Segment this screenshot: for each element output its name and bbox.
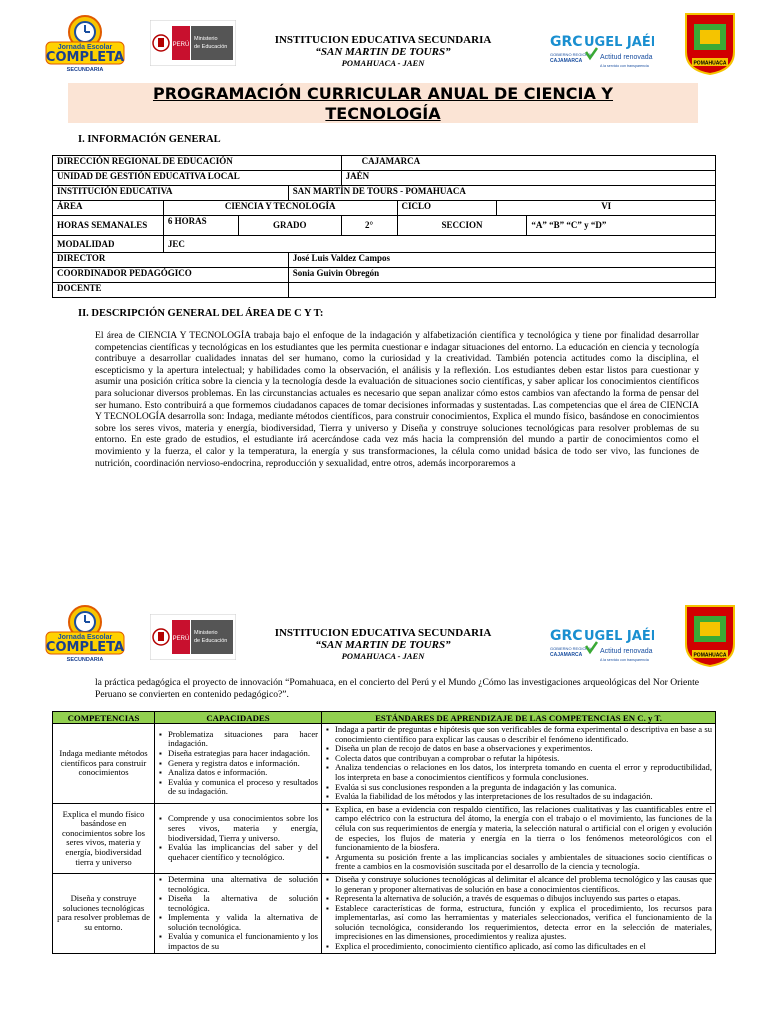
- area-value: CIENCIA Y TECNOLOGÍA: [163, 201, 397, 216]
- page-break: [0, 555, 768, 593]
- jornada-line1: Jornada Escolar: [57, 44, 113, 51]
- jornada-line3: SECUNDARIA: [66, 67, 104, 73]
- modalidad-value: JEC: [163, 236, 715, 253]
- competencia-cell: Explica el mundo físico basándose en conocimientos sobre los seres vivos, materia y energía, biodiversidad tierra y universo: [53, 803, 155, 873]
- page1-header: [0, 10, 768, 80]
- ugel-jaen-logo: [548, 26, 654, 72]
- dre-label: DIRECCIÓN REGIONAL DE EDUCACIÓN: [53, 156, 342, 171]
- capacidades-cell: [155, 803, 322, 873]
- school-line: INSTITUCION EDUCATIVA SECUNDARIA: [274, 34, 492, 46]
- jornada-line2: COMPLETA: [45, 640, 125, 655]
- ugel-value: JAÉN: [341, 171, 715, 186]
- list-item: ▪ Genera y registra datos e información.: [168, 759, 318, 769]
- ciclo-label: CICLO: [397, 201, 497, 216]
- table-row: [53, 201, 716, 216]
- jornada-line1: Jornada Escolar: [57, 634, 113, 641]
- list-item: ▪ Comprende y usa conocimientos sobre los seres vivos, materia y energía, biodiversidad, Tierra y universo.: [168, 814, 318, 843]
- horas-label: HORAS SEMANALES: [53, 216, 164, 236]
- list-item: ▪ Evalúa y comunica el proceso y resultados de su indagación.: [168, 778, 318, 797]
- jornada-line2: COMPLETA: [45, 50, 125, 65]
- ugel-region-line1: GOBIERNO REGIONAL: [550, 646, 594, 651]
- ugel-slogan: Actitud renovada: [600, 54, 653, 61]
- director-label: DIRECTOR: [53, 253, 289, 268]
- list-item: ▪ Evalúa las implicancias del saber y del quehacer científico y tecnológico.: [168, 843, 318, 862]
- list-item: ▪ Explica, en base a evidencia con respaldo científico, las relaciones cualitativas y las cuantificables entre el campo eléctrico con la estructura del átomo, la energía con el trabajo o el movimiento, las funciones de la célula con sus requerimientos de energía y materia, la selección natural o artificial con el origen y evolución de especies, los flujos de materia y energía en la tierra o los fenómenos meteorológicos con el funcionamiento de la biosfera.: [335, 805, 712, 853]
- list-item: ▪ Diseña un plan de recojo de datos en base a observaciones y experimentos.: [335, 744, 712, 754]
- school-location: POMAHUACA - JAEN: [341, 651, 425, 661]
- ministry-line1: Ministerio: [194, 36, 218, 42]
- list-item: ▪ Representa la alternativa de solución, a través de esquemas o dibujos incluyendo sus partes o etapas.: [335, 894, 712, 904]
- list-item: ▪ Evalúa si sus conclusiones responden a la pregunta de indagación y las comunica.: [335, 783, 712, 793]
- director-value: José Luis Valdez Campos: [288, 253, 715, 268]
- competencia-cell: Indaga mediante métodos científicos para construir conocimientos: [53, 724, 155, 804]
- docente-label: DOCENTE: [53, 283, 289, 298]
- list-item: ▪ Diseña la alternativa de solución tecnológica.: [168, 894, 318, 913]
- school-name: “SAN MARTIN DE TOURS”: [315, 46, 451, 58]
- table-row: [53, 873, 716, 953]
- school-shield-logo: [684, 12, 736, 76]
- list-item: ▪ Argumenta su posición frente a las implicancias sociales y ambientales de situaciones socio científicas o frente a cambios en la cosmovisión suscitada por el desarrollo de la ciencia y tecnología.: [335, 853, 712, 872]
- table-row: [53, 156, 716, 171]
- modalidad-label: MODALIDAD: [53, 236, 164, 253]
- capacidades-cell: [155, 724, 322, 804]
- ie-value: SAN MARTÍN DE TOURS - POMAHUACA: [288, 186, 715, 201]
- competencia-cell: Diseña y construye soluciones tecnológicas para resolver problemas de su entorno.: [53, 873, 155, 953]
- section1-heading: I. INFORMACIÓN GENERAL: [78, 134, 221, 145]
- peru-text: PERÚ: [172, 42, 190, 48]
- grado-value: 2°: [341, 216, 397, 236]
- school-header-text: [258, 34, 508, 69]
- coordinador-label: COORDINADOR PEDAGÓGICO: [53, 268, 289, 283]
- area-description-paragraph: El área de CIENCIA Y TECNOLOGÍA trabaja bajo el enfoque de la indagación y alfabetización científica y tecnológica y tiene por finalidad desarrollar competencias científicas y tecnológicas en los estudiantes que les permita cuestionar e indagar situaciones del entorno. La educación en ciencia y tecnología contribuye a desarrollar cualidades innatas del ser humano, como la curiosidad y la creatividad. También potencia actitudes como la disciplina, el escepticismo y la apertura intelectual; y habilidades como la observación, el análisis y la reflexión. Los estudiantes deben estar listos para cuestionar y asumir una posición crítica sobre la ciencia y la tecnología desde la evaluación de situaciones socio científicas, y saber aplicar los conocimientos científicos para solucionar diversos problemas. En las circunstancias actuales es necesario que sepan analizar cómo estos cambios van afectando la forma de pensar del ser humano. Esto contribuirá a que formemos ciudadanos capaces de tomar decisiones informadas y sustentadas. Las competencias que el área de CIENCIA Y TECNOLOGÍA desarrolla son: Indaga, mediante métodos científicos, para construir conocimientos, Explica el mundo físico, basándose en conocimientos sobre los seres vivos, materia y energía, biodiversidad, Tierra y universo y Diseña y construye soluciones tecnológicas para resolver problemas de su entorno. En este grado de estudios, el estudiante irá acercándose cada vez más hacia la comprensión del mundo a partir de conocimientos como el movimiento y la fuerza, el calor y la temperatura, la energía y sus transformaciones, la célula como unidad básica de todo ser vivo, las funciones de nutrición, coordinación nervioso-endocrina, reproducción y sexualidad, entre otros, además incorporaremos a: [95, 330, 699, 469]
- title-line1: PROGRAMACIÓN CURRICULAR ANUAL DE CIENCIA Y: [152, 84, 614, 103]
- ugel-name: UGEL JAÉN: [584, 629, 654, 644]
- ugel-name: UGEL JAÉN: [584, 35, 654, 50]
- list-item: ▪ Determina una alternativa de solución tecnológica.: [168, 875, 318, 894]
- page2-header: [0, 600, 768, 670]
- list-item: ▪ Implementa y valida la alternativa de solución tecnológica.: [168, 913, 318, 932]
- document-title: [68, 83, 698, 123]
- school-shield-logo: [684, 604, 736, 668]
- school-line: INSTITUCION EDUCATIVA SECUNDARIA: [274, 627, 492, 639]
- ministry-line1: Ministerio: [194, 630, 218, 636]
- list-item: ▪ Problematiza situaciones para hacer indagación.: [168, 730, 318, 749]
- ugel-region-line2: CAJAMARCA: [550, 652, 583, 658]
- horas-value: 6 HORAS: [163, 216, 238, 236]
- estandares-cell: [322, 873, 716, 953]
- shield-bottom-text: POMAHUACA: [693, 60, 727, 67]
- school-header-text: [258, 627, 508, 662]
- competencias-table: [52, 711, 716, 954]
- grado-label: GRADO: [238, 216, 341, 236]
- table-row: [53, 803, 716, 873]
- list-item: ▪ Diseña estrategias para hacer indagación.: [168, 749, 318, 759]
- info-table: [52, 155, 716, 298]
- table-row: [53, 283, 716, 298]
- ugel-slogan: Actitud renovada: [600, 648, 653, 655]
- ugel-abbr: GRC: [550, 34, 583, 50]
- col-header-estandares: ESTÁNDARES DE APRENDIZAJE DE LAS COMPETENCIAS EN C. y T.: [322, 712, 716, 724]
- shield-bottom-text: POMAHUACA: [693, 652, 727, 659]
- seccion-label: SECCION: [397, 216, 527, 236]
- list-item: ▪ Evalúa y comunica el funcionamiento y los impactos de su: [168, 932, 318, 951]
- minedu-logo: [150, 20, 236, 66]
- minedu-logo: [150, 614, 236, 660]
- ugel-sub: A la servicio con transparencia: [600, 658, 649, 662]
- ugel-jaen-logo: [548, 620, 654, 666]
- list-item: ▪ Indaga a partir de preguntas e hipótesis que son verificables de forma experimental o descriptiva en base a su conocimiento científico para explicar las causas o describir el fenómeno identificado.: [335, 725, 712, 744]
- seccion-value: “A” “B” “C” y “D”: [527, 216, 716, 236]
- list-item: ▪ Evalúa la fiabilidad de los métodos y las interpretaciones de los resultados de su indagación.: [335, 792, 712, 802]
- ugel-region-line1: GOBIERNO REGIONAL: [550, 52, 594, 57]
- table-row: [53, 171, 716, 186]
- ugel-sub: A la servicio con transparencia: [600, 64, 649, 68]
- ugel-region-line2: CAJAMARCA: [550, 58, 583, 64]
- list-item: ▪ Analiza tendencias o relaciones en los datos, los interpreta tomando en cuenta el error y reproductibilidad, los interpreta en base a conocimientos científicos y formula conclusiones.: [335, 763, 712, 782]
- list-item: ▪ Analiza datos e información.: [168, 768, 318, 778]
- section2-heading: II. DESCRIPCIÓN GENERAL DEL ÁREA DE C Y T:: [78, 308, 324, 319]
- ciclo-value: VI: [497, 201, 716, 216]
- area-label: ÁREA: [53, 201, 164, 216]
- title-line2: TECNOLOGÍA: [325, 104, 441, 123]
- dre-value: CAJAMARCA: [341, 156, 715, 171]
- estandares-cell: [322, 724, 716, 804]
- list-item: ▪ Diseña y construye soluciones tecnológicas al delimitar el alcance del problema tecnológico y las causas que lo generan y proponer alternativas de solución en base a conocimientos científicos.: [335, 875, 712, 894]
- docente-value: [288, 283, 715, 298]
- area-description-continuation: la práctica pedagógica el proyecto de innovación “Pomahuaca, en el concierto del Perú y el Mundo ¿Cómo las investigaciones arqueológicas del Nor Oriente Peruano se convierten en contenido pedagógico?”.: [95, 677, 699, 700]
- table-row: [53, 236, 716, 253]
- coordinador-value: Sonia Guivin Obregón: [288, 268, 715, 283]
- ugel-label: UNIDAD DE GESTIÓN EDUCATIVA LOCAL: [53, 171, 342, 186]
- col-header-capacidades: CAPACIDADES: [155, 712, 322, 724]
- ugel-abbr: GRC: [550, 628, 583, 644]
- table-header-row: [53, 712, 716, 724]
- jornada-line3: SECUNDARIA: [66, 657, 104, 663]
- list-item: ▪ Explica el procedimiento, conocimiento científico aplicado, así como las dificultades en el: [335, 942, 712, 952]
- col-header-competencias: COMPETENCIAS: [53, 712, 155, 724]
- list-item: ▪ Establece características de forma, estructura, función y explica el procedimiento, los recursos para implementarlas, así como las herramientas y materiales seleccionados, verifica el funcionamiento de la solución tecnológica, considerando los requerimientos, detecta error en la selección de materiales, imprecisiones en las dimensiones, procedimientos y realiza ajustes.: [335, 904, 712, 942]
- ministry-line2: de Educación: [194, 638, 228, 644]
- list-item: ▪ Colecta datos que contribuyan a comprobar o refutar la hipótesis.: [335, 754, 712, 764]
- capacidades-cell: [155, 873, 322, 953]
- ie-label: INSTITUCIÓN EDUCATIVA: [53, 186, 289, 201]
- school-location: POMAHUACA - JAEN: [341, 58, 425, 68]
- jornada-escolar-logo: [44, 14, 126, 74]
- table-row: [53, 724, 716, 804]
- ministry-line2: de Educación: [194, 44, 228, 50]
- school-name: “SAN MARTIN DE TOURS”: [315, 639, 451, 651]
- peru-text: PERÚ: [172, 636, 190, 642]
- table-row: [53, 216, 716, 236]
- jornada-escolar-logo: [44, 604, 126, 664]
- table-row: [53, 253, 716, 268]
- table-row: [53, 268, 716, 283]
- table-row: [53, 186, 716, 201]
- estandares-cell: [322, 803, 716, 873]
